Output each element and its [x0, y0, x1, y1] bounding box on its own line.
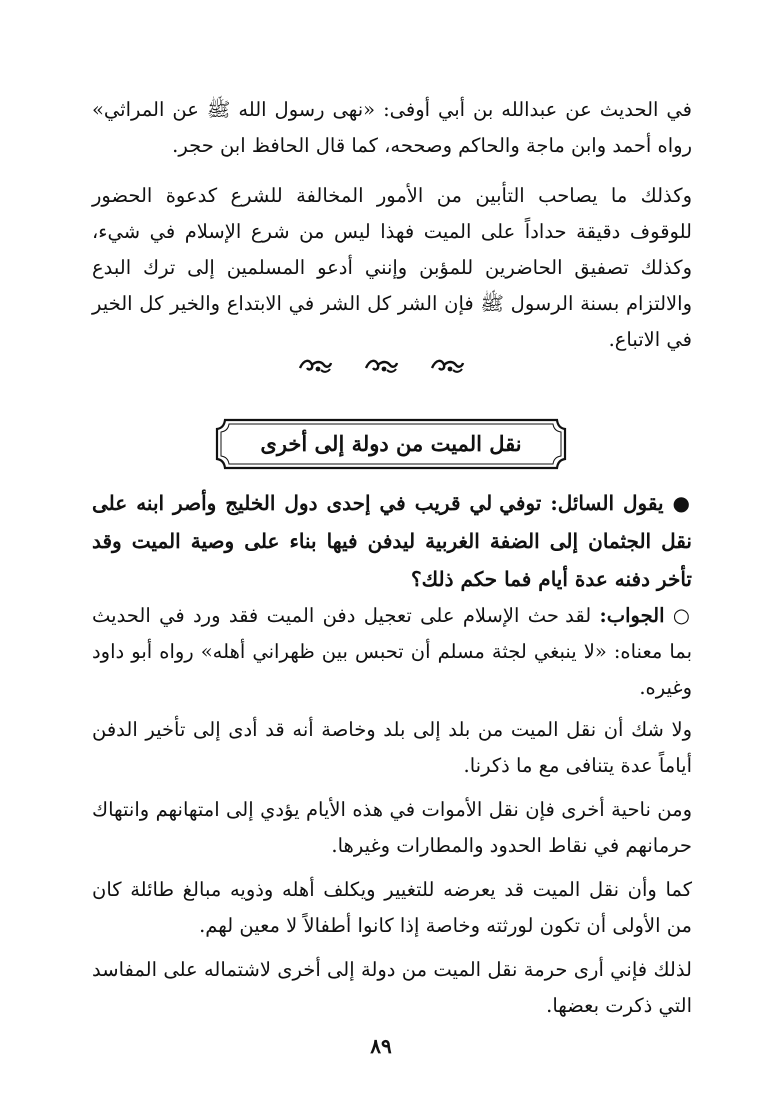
answer-bullet-icon: ○: [672, 604, 692, 627]
floral-ornament-icon: [297, 356, 333, 374]
section-title: نقل الميت من دولة إلى أخرى: [260, 431, 522, 456]
section-divider: [0, 356, 762, 374]
paragraph-innovations: وكذلك ما يصاحب التأبين من الأمور المخالفة للشرع كدعوة الحضور للوقوف دقيقة حداداً على الميت فهذا ليس من شرع الإسلام في شيء، وكذلك تصفيق الحاضرين للمؤبن وإنني أدعو المسلمين إلى ترك البدع والالتزام بسنة الرسول ﷺ فإن الشر كل الشر في الابتداع والخير كل الخير في الاتباع.: [92, 184, 692, 351]
answer-paragraph: [92, 598, 692, 706]
question-label: يقول السائل:: [550, 491, 664, 515]
section-title-frame: [215, 418, 567, 470]
answer-text: لقد حث الإسلام على تعجيل دفن الميت فقد ورد في الحديث بما معناه: «لا ينبغي لجثة مسلم أن تحبس بين ظهراني أهله» رواه أبو داود وغيره.: [92, 604, 692, 699]
answer-paragraph-3: ومن ناحية أخرى فإن نقل الأموات في هذه الأيام يؤدي إلى امتهانهم وانتهاك حرمانهم في نقاط الحدود والمطارات وغيرها.: [92, 798, 692, 857]
page-number: ٨٩: [370, 1034, 392, 1058]
paragraph-hadith: في الحديث عن عبدالله بن أبي أوفى: «نهى رسول الله ﷺ عن المراثي» رواه أحمد وابن ماجة والحاكم وصححه، كما قال الحافظ ابن حجر.: [92, 98, 692, 157]
bullet-icon: ●: [672, 491, 692, 515]
answer-label: الجواب:: [599, 604, 665, 627]
answer-paragraph-5: لذلك فإني أرى حرمة نقل الميت من دولة إلى أخرى لاشتماله على المفاسد التي ذكرت بعضها.: [92, 958, 692, 1017]
answer-paragraph-4: كما وأن نقل الميت قد يعرضه للتغيير ويكلف أهله وذويه مبالغ طائلة كان من الأولى أن تكون لورثته وخاصة إذا كانوا أطفالاً لا معين لهم.: [92, 878, 692, 937]
floral-ornament-icon: [429, 356, 465, 374]
floral-ornament-icon: [363, 356, 399, 374]
answer-paragraph-2: ولا شك أن نقل الميت من بلد إلى بلد وخاصة أنه قد أدى إلى تأخير الدفن أياماً عدة يتنافى مع ما ذكرنا.: [92, 718, 692, 777]
question-text: توفي لي قريب في إحدى دول الخليج وأصر ابنه على نقل الجثمان إلى الضفة الغربية ليدفن فيها بناء على وصية الميت وقد تأخر دفنه عدة أيام فما حكم ذلك؟: [92, 491, 692, 591]
question-paragraph: [92, 484, 692, 598]
